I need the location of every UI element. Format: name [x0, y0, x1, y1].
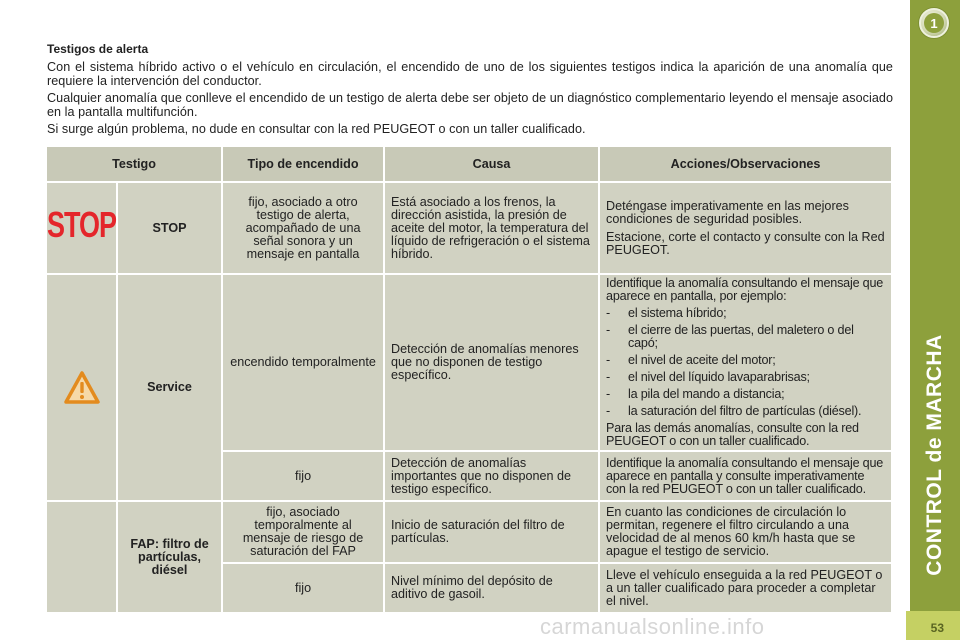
service-icon-cell [47, 275, 118, 502]
list-item: - el nivel de aceite del motor; [606, 353, 776, 367]
table-row [47, 275, 891, 452]
list-item: - el nivel del líquido lavaparabrisas; [606, 370, 810, 384]
list-item: - la saturación del filtro de partículas (diésel). [606, 404, 862, 418]
warning-triangle-icon [64, 371, 100, 405]
header-acciones: Acciones/Observaciones [600, 147, 891, 183]
chapter-number: 1 [924, 13, 944, 33]
light-name: FAP: filtro de partículas, diésel [118, 502, 223, 614]
action-text: Lleve el vehículo enseguida a la red PEUGEOT o a un taller cualificado para proceder a completar el nivel. [600, 564, 891, 614]
section-title: CONTROL de MARCHA [923, 334, 946, 576]
action-intro: Identifique la anomalía consultando el mensaje que aparece en pantalla, por ejemplo: [606, 276, 884, 303]
action-text: En cuanto las condiciones de circulación lo permitan, regenere el filtro circulando a una velocidad de al menos 60 km/h hasta que se apague el testigo de servicio. [600, 502, 891, 564]
fap-icon-cell [47, 502, 118, 614]
watermark: carmanualsonline.info [540, 614, 765, 639]
intro-paragraph: Con el sistema híbrido activo o el vehículo en circulación, el encendido de uno de los siguientes testigos indica la aparición de una anomalía que requiere la intervención del conductor. [47, 60, 893, 88]
section-heading: Testigos de alerta [47, 42, 149, 56]
cause-text: Detección de anomalías importantes que no disponen de testigo específico. [385, 452, 600, 502]
action-text [600, 275, 891, 452]
cause-text: Detección de anomalías menores que no disponen de testigo específico. [385, 275, 600, 452]
header-tipo: Tipo de encendido [223, 147, 385, 183]
lighting-type: fijo, asociado temporalmente al mensaje de riesgo de saturación del FAP [223, 502, 385, 564]
table-row [47, 183, 891, 275]
lighting-type: fijo, asociado a otro testigo de alerta, acompañado de una señal sonora y un mensaje en pantalla [223, 183, 385, 275]
intro-section [47, 42, 893, 139]
light-name: Service [118, 275, 223, 502]
light-name: STOP [118, 183, 223, 275]
cause-text: Está asociado a los frenos, la dirección asistida, la presión de aceite del motor, la temperatura del líquido de refrigeración o el sistema híbrido. [385, 183, 600, 275]
action-text: Identifique la anomalía consultando el mensaje que aparece en pantalla y consulte imperativamente con la red PEUGEOT o con un taller cualificado. [600, 452, 891, 502]
intro-paragraph: Cualquier anomalía que conlleve el encendido de un testigo de alerta debe ser objeto de un diagnóstico complementario leyendo el mensaje asociado en la pantalla multifunción. [47, 91, 893, 119]
page-number: 53 [906, 611, 960, 640]
table-header-row [47, 147, 891, 183]
list-item: - el cierre de las puertas, del maletero o del capó; [606, 323, 854, 350]
action-paragraph: Deténgase imperativamente en las mejores condiciones de seguridad posibles. [606, 198, 849, 226]
action-text [600, 183, 891, 275]
list-item: - el sistema híbrido; [606, 306, 727, 320]
header-causa: Causa [385, 147, 600, 183]
list-item: - la pila del mando a distancia; [606, 387, 785, 401]
anomaly-list [606, 307, 885, 418]
cause-text: Nivel mínimo del depósito de aditivo de gasoil. [385, 564, 600, 614]
action-paragraph: Estacione, corte el contacto y consulte con la Red PEUGEOT. [606, 229, 885, 257]
lighting-type: encendido temporalmente [223, 275, 385, 452]
stop-icon-cell [47, 183, 118, 275]
lighting-type: fijo [223, 452, 385, 502]
chapter-badge [919, 8, 949, 38]
action-outro: Para las demás anomalías, consulte con la red PEUGEOT o con un taller cualificado. [606, 421, 859, 448]
lighting-type: fijo [223, 564, 385, 614]
header-testigo: Testigo [47, 147, 223, 183]
stop-warning-icon: STOP [47, 204, 117, 246]
warning-lights-table [47, 147, 891, 614]
intro-paragraph: Si surge algún problema, no dude en consultar con la red PEUGEOT o con un taller cualificado. [47, 122, 586, 136]
cause-text: Inicio de saturación del filtro de partículas. [385, 502, 600, 564]
table-row [47, 502, 891, 564]
